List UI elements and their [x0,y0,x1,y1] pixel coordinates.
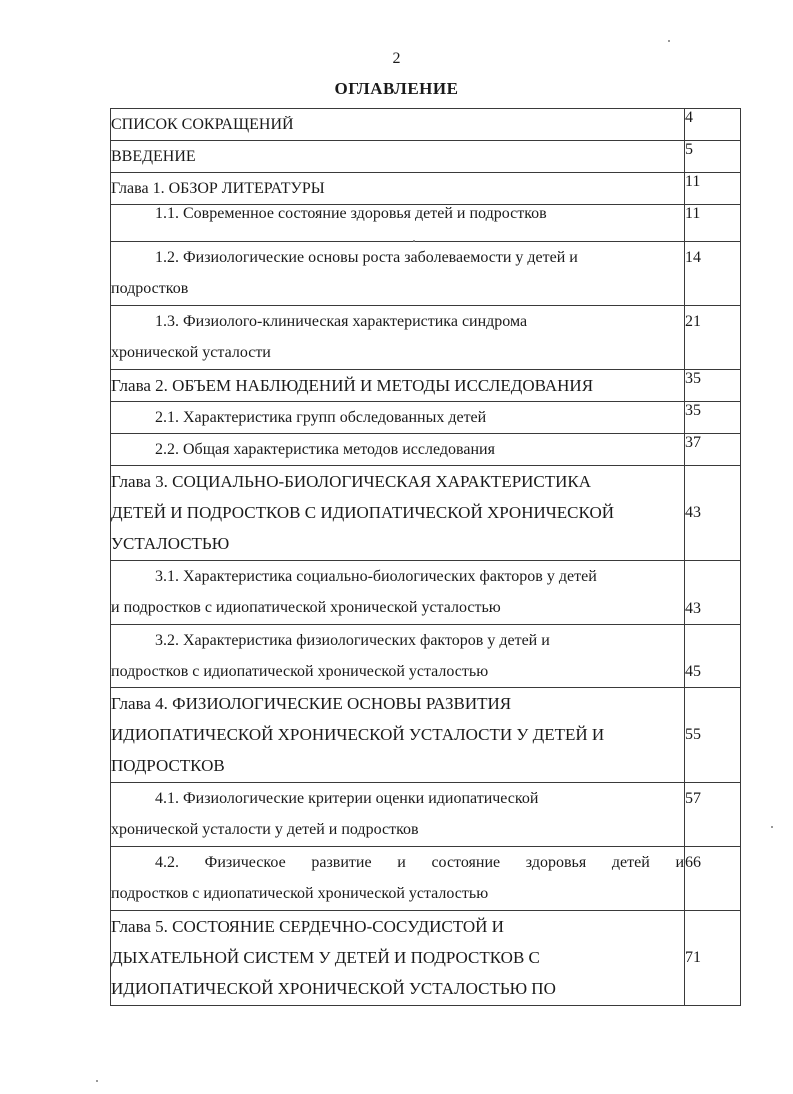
toc-entry-line: 1.3. Физиолого-клиническая характеристика синдрома [155,313,528,330]
toc-entry-line: ДЕТЕЙ И ПОДРОСТКОВ С ИДИОПАТИЧЕСКОЙ ХРОНИЧЕСКОЙ [111,503,614,522]
toc-entry-line: СПИСОК СОКРАЩЕНИЙ [111,115,294,133]
toc-row [111,783,741,847]
toc-entry-page: 11 [685,205,741,242]
toc-entry-line: Глава 2. ОБЪЕМ НАБЛЮДЕНИЙ И МЕТОДЫ ИССЛЕДОВАНИЯ [111,375,594,395]
toc-entry-title [111,173,685,205]
toc-word: детей [611,854,650,871]
toc-row [111,109,741,141]
toc-entry-title [111,466,685,561]
toc-entry-line: Глава 4. ФИЗИОЛОГИЧЕСКИЕ ОСНОВЫ РАЗВИТИЯ [111,694,512,713]
toc-entry-title [111,783,685,847]
toc-entry-title [111,242,685,306]
toc-entry-line [111,847,684,878]
toc-entry-title [111,434,685,466]
toc-entry-title [111,847,685,911]
toc-entry-line: подростков [111,280,189,297]
toc-entry-page: 35 [685,370,741,402]
toc-row [111,402,741,434]
toc-entry-line: 4.1. Физиологические критерии оценки идиопатической [155,790,539,807]
scan-speck [771,826,773,828]
toc-entry-line: ИДИОПАТИЧЕСКОЙ ХРОНИЧЕСКОЙ УСТАЛОСТЬЮ ПО [111,979,556,998]
toc-entry-page: 14 [685,242,741,306]
toc-entry-line: 3.2. Характеристика физиологических факторов у детей и [155,632,550,649]
toc-entry-page: 37 [685,434,741,466]
toc-entry-page: 43 [685,466,741,561]
toc-word: 4.2. [155,854,179,871]
toc-word: развитие [311,854,372,871]
toc-entry-page: 45 [685,625,741,688]
toc-row [111,688,741,783]
scan-speck [96,1080,98,1082]
toc-entry-line: подростков с идиопатической хронической усталостью [111,663,489,680]
toc-entry-title [111,402,685,434]
toc-entry-page: 4 [685,109,741,141]
toc-row [111,173,741,205]
toc-entry-line: хронической усталости у детей и подростков [111,821,419,838]
scan-speck [413,240,415,242]
toc-row [111,306,741,370]
toc-entry-line: Глава 5. СОСТОЯНИЕ СЕРДЕЧНО-СОСУДИСТОЙ И [111,917,504,936]
toc-word: здоровья [525,854,587,871]
toc-entry-line: ДЫХАТЕЛЬНОЙ СИСТЕМ У ДЕТЕЙ И ПОДРОСТКОВ С [111,948,540,967]
toc-word: и [675,854,684,871]
toc-row [111,242,741,306]
toc-entry-line: Глава 3. СОЦИАЛЬНО-БИОЛОГИЧЕСКАЯ ХАРАКТЕРИСТИКА [111,472,592,491]
toc-word: и [397,854,406,871]
toc-entry-title [111,688,685,783]
toc-entry-line: 1.2. Физиологические основы роста заболеваемости у детей и [155,249,578,266]
toc-entry-page: 5 [685,141,741,173]
toc-entry-title [111,109,685,141]
toc-entry-title [111,370,685,402]
toc-row [111,141,741,173]
toc-entry-line: ВВЕДЕНИЕ [111,147,196,165]
toc-entry-page: 43 [685,561,741,625]
toc-entry-line: хронической усталости [111,344,271,361]
toc-entry-title [111,141,685,173]
toc-row [111,847,741,911]
toc-entry-page: 35 [685,402,741,434]
toc-entry-line: УСТАЛОСТЬЮ [111,534,230,553]
toc-entry-page: 66 [685,847,741,911]
toc-row [111,911,741,1006]
toc-word: состояние [431,854,501,871]
toc-entry-line: Глава 1. ОБЗОР ЛИТЕРАТУРЫ [111,179,325,197]
table-of-contents [110,108,741,1006]
toc-row [111,466,741,561]
toc-word: Физическое [204,854,286,871]
scan-speck [668,40,670,42]
toc-entry-title [111,561,685,625]
toc-entry-page: 11 [685,173,741,205]
toc-row [111,625,741,688]
toc-row [111,561,741,625]
page-number: 2 [392,50,401,67]
toc-entry-page: 55 [685,688,741,783]
toc-entry-title [111,625,685,688]
toc-entry-line: ПОДРОСТКОВ [111,756,225,775]
toc-entry-line: 1.1. Современное состояние здоровья детей и подростков [155,205,547,222]
toc-entry-line: 2.1. Характеристика групп обследованных детей [155,408,487,426]
toc-entry-line: ИДИОПАТИЧЕСКОЙ ХРОНИЧЕСКОЙ УСТАЛОСТИ У ДЕТЕЙ И [111,725,605,744]
toc-entry-line: подростков с идиопатической хронической усталостью [111,885,489,902]
toc-entry-page: 71 [685,911,741,1006]
toc-row [111,370,741,402]
toc-row [111,434,741,466]
page-title: ОГЛАВЛЕНИЕ [334,79,459,98]
toc-entry-page: 21 [685,306,741,370]
toc-entry-title [111,911,685,1006]
toc-entry-line: 3.1. Характеристика социально-биологических факторов у детей [155,568,597,585]
toc-entry-title [111,306,685,370]
toc-row [111,205,741,242]
toc-entry-page: 57 [685,783,741,847]
toc-entry-line: и подростков с идиопатической хронической усталостью [111,599,501,616]
toc-entry-title [111,205,685,242]
toc-entry-line: 2.2. Общая характеристика методов исследования [155,440,495,458]
